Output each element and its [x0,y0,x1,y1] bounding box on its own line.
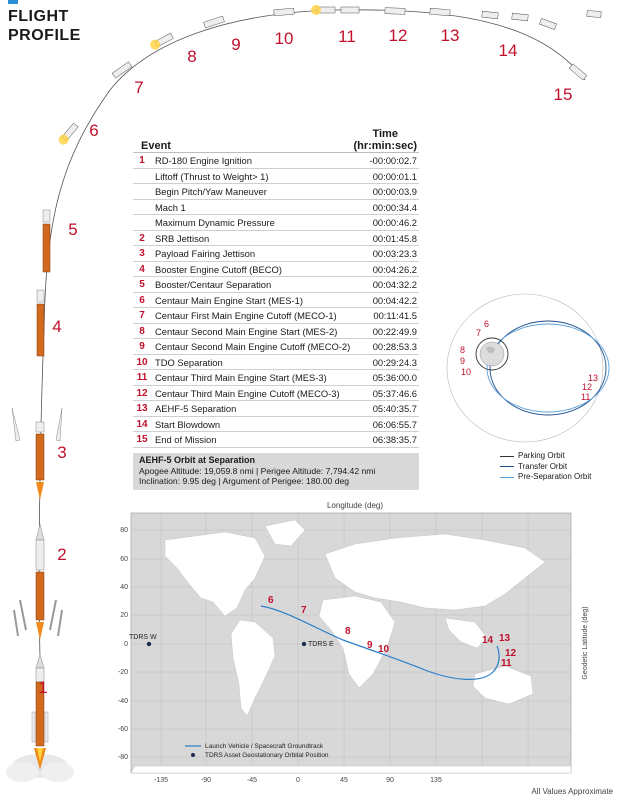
event-name: SRB Jettison [155,232,210,244]
stage-number-12: 12 [388,26,408,45]
event-number: 3 [139,248,145,259]
legend-label: Transfer Orbit [518,461,568,471]
event-number: 11 [136,372,148,383]
stage-number-13: 13 [440,26,460,45]
event-row [133,355,419,371]
event-time: 00:22:49.9 [372,325,417,337]
legend-tdrs-swatch [191,753,195,757]
col-time-units: (hr:min:sec) [353,140,417,152]
orbit-label-10: 10 [461,367,472,377]
event-name: Payload Fairing Jettison [155,248,256,259]
event-number: 4 [139,263,145,275]
stage-number-15: 15 [553,85,573,104]
earth-icon [480,342,504,366]
orbit-label-6: 6 [484,319,490,329]
map-event-14: 14 [482,635,494,646]
orbit-separation-line-2: Inclination: 9.95 deg | Argument of Perigee: 180.00 deg [139,476,350,486]
stage-number-7: 7 [134,78,144,97]
orbit-separation-title: AEHF-5 Orbit at Separation [139,455,256,465]
event-time: 05:37:46.6 [372,387,417,399]
event-time: 00:01:45.8 [372,232,417,244]
event-row [133,184,419,200]
stage-number-1: 1 [38,678,48,697]
event-number: 2 [139,232,145,244]
col-event-header: Event [141,140,171,152]
stage-number-14: 14 [498,41,518,60]
stage-number-3: 3 [57,443,67,462]
event-row [133,324,419,340]
orbit-label-12: 12 [582,382,593,392]
event-time: 00:00:46.2 [372,217,417,228]
event-number: 9 [139,341,145,352]
event-name: Centaur Third Main Engine Cutoff (MECO-3) [155,387,340,399]
event-row [133,277,419,293]
event-name: Start Blowdown [155,418,221,430]
y-tick: -20 [117,669,128,676]
y-tick: 60 [120,556,128,563]
event-number: 14 [136,418,148,430]
tdrs-e-marker [302,642,306,646]
orbit-diagram [440,290,615,450]
map-event-13: 13 [499,633,511,644]
orbit-label-9: 9 [460,356,466,366]
event-name: Begin Pitch/Yaw Maneuver [155,186,267,197]
stage-number-5: 5 [68,220,78,239]
event-time: 00:00:34.4 [372,201,417,213]
stage-number-2: 2 [57,545,67,564]
x-tick: 135 [430,777,442,784]
event-time: 06:06:55.7 [372,418,417,430]
legend-label: Pre-Separation Orbit [518,472,592,481]
y-tick: 0 [124,641,128,648]
event-row [133,215,419,231]
event-time: 00:04:42.2 [372,294,417,306]
event-time: 00:00:03.9 [372,186,417,197]
stage-number-6: 6 [89,121,99,140]
event-number: 1 [139,155,145,166]
event-row [133,246,419,262]
y-tick: 80 [120,527,128,534]
map-event-10: 10 [378,644,390,655]
event-name: Centaur Second Main Engine Start (MES-2) [155,325,338,337]
y-tick: -60 [117,726,128,733]
tdrs-w-marker [147,642,151,646]
event-name: Centaur Main Engine Start (MES-1) [155,294,303,306]
event-row [133,153,419,169]
legend-tdrs-label: TDRS Asset Geostationary Orbital Position [205,752,329,759]
rocket-stage-3 [12,408,62,500]
event-name: Booster/Centaur Separation [155,279,272,290]
orbit-label-13: 13 [588,373,599,383]
legend-track-label: Launch Vehicle / Spacecraft Groundtrack [205,743,324,750]
events-table [133,128,419,448]
footnote: All Values Approximate [531,787,613,796]
stage-number-11: 11 [338,27,356,46]
col-time-title: Time [372,128,398,140]
event-number: 15 [136,434,148,445]
orbit-separation-box [133,453,419,490]
upper-stage-sprites [57,5,602,147]
event-time: 00:00:01.1 [372,170,417,182]
rocket-launch [32,654,48,746]
y-tick: -80 [117,754,128,761]
x-tick: 90 [386,777,394,784]
event-row [133,262,419,278]
x-tick: -135 [153,777,169,784]
event-name: RD-180 Engine Ignition [155,155,252,166]
map-y-title: Geodetic Latitude (deg) [582,606,589,680]
stage-number-9: 9 [231,35,241,54]
event-name: AEHF-5 Separation [155,403,237,414]
event-number: 7 [139,310,145,321]
y-tick: 20 [120,612,128,619]
launch-plume [6,748,74,782]
event-name: Liftoff (Thrust to Weight> 1) [155,170,269,182]
map-x-title: Longitude (deg) [326,501,384,510]
event-row [133,417,419,433]
pre-separation-orbit [487,324,609,412]
tdrs-w-label: TDRS W [129,634,157,641]
event-time: -00:00:02.7 [369,155,417,166]
map-event-9: 9 [367,640,373,651]
event-time: 05:36:00.0 [372,372,417,383]
legend-line [500,477,514,478]
event-time: 00:11:41.5 [373,310,417,321]
event-time: 00:04:26.2 [372,263,417,275]
map-event-6: 6 [268,595,274,606]
event-name: Centaur Third Main Engine Start (MES-3) [155,372,327,383]
legend-pre-separation-orbit [500,472,591,483]
event-name: End of Mission [155,434,217,445]
event-name: Booster Engine Cutoff (BECO) [155,263,282,275]
orbit-label-7: 7 [476,328,482,338]
event-name: Centaur First Main Engine Cutoff (MECO-1) [155,310,337,321]
map-event-12: 12 [505,648,517,659]
event-time: 00:04:32.2 [372,279,417,290]
stage-number-10: 10 [274,29,294,48]
stage-number-4: 4 [52,317,62,336]
groundtrack-map [105,498,605,788]
x-tick: -45 [246,777,258,784]
events-table-header [133,128,419,153]
map-event-8: 8 [345,626,351,637]
event-time: 05:40:35.7 [372,403,417,414]
event-row [133,200,419,216]
legend-transfer-orbit [500,462,591,473]
event-row [133,339,419,355]
event-time: 00:28:53.3 [372,341,417,352]
event-row [133,401,419,417]
event-row [133,432,419,448]
stage-number-8: 8 [187,47,197,66]
event-row [133,293,419,309]
orbit-legend [500,451,591,483]
y-tick: -40 [117,698,128,705]
x-tick: 45 [340,777,348,784]
rocket-stage-4 [37,290,44,356]
y-tick: 40 [120,584,128,591]
orbit-label-11: 11 [581,392,591,402]
map-event-11: 11 [501,658,512,669]
col-time-header [353,128,417,152]
event-name: Mach 1 [155,201,186,213]
event-row [133,231,419,247]
event-name: Centaur Second Main Engine Cutoff (MECO-2) [155,341,351,352]
legend-label: Parking Orbit [518,451,565,460]
orbit-separation-line-1: Apogee Altitude: 19,059.8 nmi | Perigee Altitude: 7,794.42 nmi [139,465,376,476]
event-number: 5 [139,279,145,290]
event-number: 13 [136,403,148,414]
x-tick: 0 [296,777,300,784]
event-row [133,308,419,324]
event-number: 10 [136,356,148,368]
event-time: 00:03:23.3 [372,248,417,259]
tdrs-e-label: TDRS E [308,641,334,648]
x-tick: -90 [200,777,212,784]
orbit-label-8: 8 [460,345,466,355]
rocket-stage-2 [14,524,62,640]
legend-line [500,456,514,457]
legend-line [500,466,514,467]
event-time: 06:38:35.7 [372,434,417,445]
event-time: 00:29:24.3 [372,356,417,368]
event-number: 8 [139,325,145,337]
title-line-2: PROFILE [8,27,81,44]
event-row [133,386,419,402]
legend-parking-orbit [500,451,591,462]
event-name: TDO Separation [155,356,223,368]
event-number: 6 [139,294,145,306]
event-row [133,169,419,185]
event-row [133,370,419,386]
map-event-7: 7 [301,605,307,616]
event-number: 12 [136,387,148,399]
events-table-body [133,153,419,448]
event-name: Maximum Dynamic Pressure [155,217,275,228]
title-line-1: FLIGHT [8,8,69,25]
rocket-stage-5 [43,210,50,272]
antarctica [131,766,571,773]
